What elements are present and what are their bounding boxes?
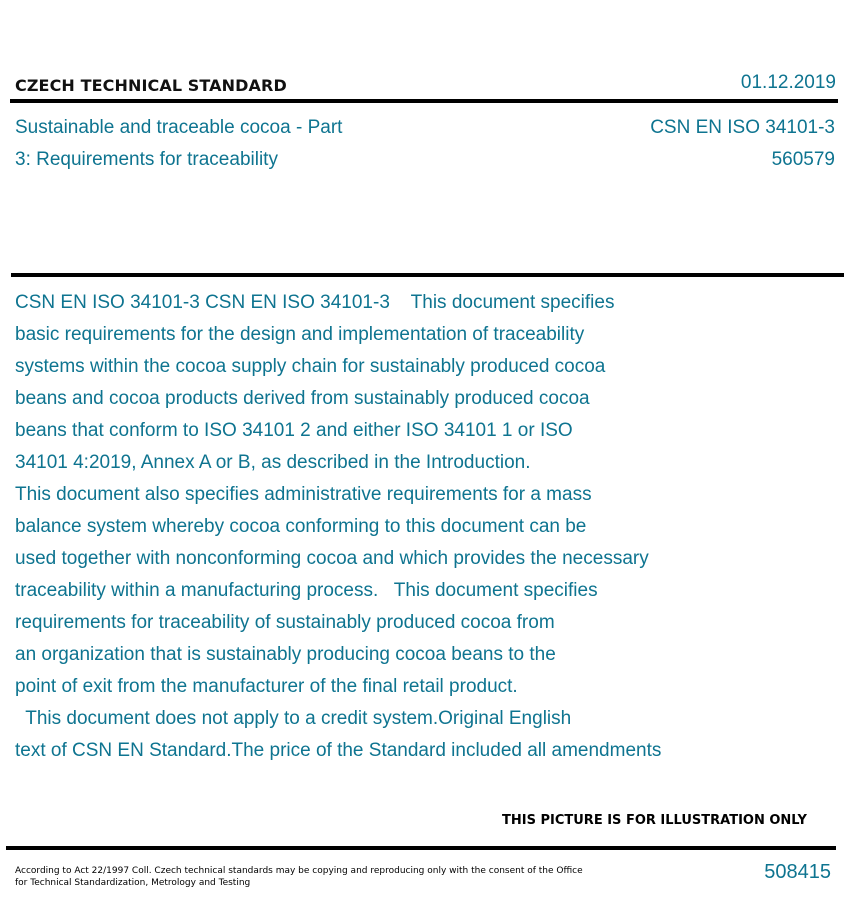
abstract-line: text of CSN EN Standard.The price of the Standard included all amendments xyxy=(15,740,662,761)
document-title-line-2: 3: Requirements for traceability xyxy=(15,149,278,170)
abstract-line: used together with nonconforming cocoa and which provides the necessary xyxy=(15,548,649,569)
document-abstract xyxy=(15,287,775,767)
abstract-line: beans and cocoa products derived from sustainably produced cocoa xyxy=(15,388,590,409)
abstract-line: balance system whereby cocoa conforming to this document can be xyxy=(15,516,587,537)
abstract-line: traceability within a manufacturing process. This document specifies xyxy=(15,580,598,601)
abstract-line: 34101 4:2019, Annex A or B, as described in the Introduction. xyxy=(15,452,531,473)
abstract-line: basic requirements for the design and implementation of traceability xyxy=(15,324,585,345)
abstract-line: an organization that is sustainably producing cocoa beans to the xyxy=(15,644,556,665)
abstract-line: This document does not apply to a credit system.Original English xyxy=(15,708,572,729)
footnote-line-1: According to Act 22/1997 Coll. Czech technical standards may be copying and reproducing only with the consent of the Office xyxy=(15,866,583,876)
standard-code: CSN EN ISO 34101-3 xyxy=(650,117,835,138)
legal-footnote xyxy=(15,865,615,889)
footer-number: 508415 xyxy=(764,861,831,883)
document-title-line-1: Sustainable and traceable cocoa - Part xyxy=(15,117,343,138)
abstract-line: This document also specifies administrative requirements for a mass xyxy=(15,484,592,505)
footnote-line-2: for Technical Standardization, Metrology and Testing xyxy=(15,878,251,888)
top-divider xyxy=(10,99,838,103)
middle-divider xyxy=(11,273,844,277)
publication-date: 01.12.2019 xyxy=(740,72,836,93)
catalog-number: 560579 xyxy=(771,149,835,170)
illustration-note: THIS PICTURE IS FOR ILLUSTRATION ONLY xyxy=(502,813,807,828)
abstract-line: systems within the cocoa supply chain for sustainably produced cocoa xyxy=(15,356,606,377)
abstract-line: requirements for traceability of sustainably produced cocoa from xyxy=(15,612,555,633)
abstract-line: point of exit from the manufacturer of the final retail product. xyxy=(15,676,518,697)
abstract-line: CSN EN ISO 34101-3 CSN EN ISO 34101-3 This document specifies xyxy=(15,292,615,313)
bottom-divider xyxy=(6,846,836,850)
standard-label: CZECH TECHNICAL STANDARD xyxy=(15,76,287,95)
abstract-line: beans that conform to ISO 34101 2 and either ISO 34101 1 or ISO xyxy=(15,420,573,441)
